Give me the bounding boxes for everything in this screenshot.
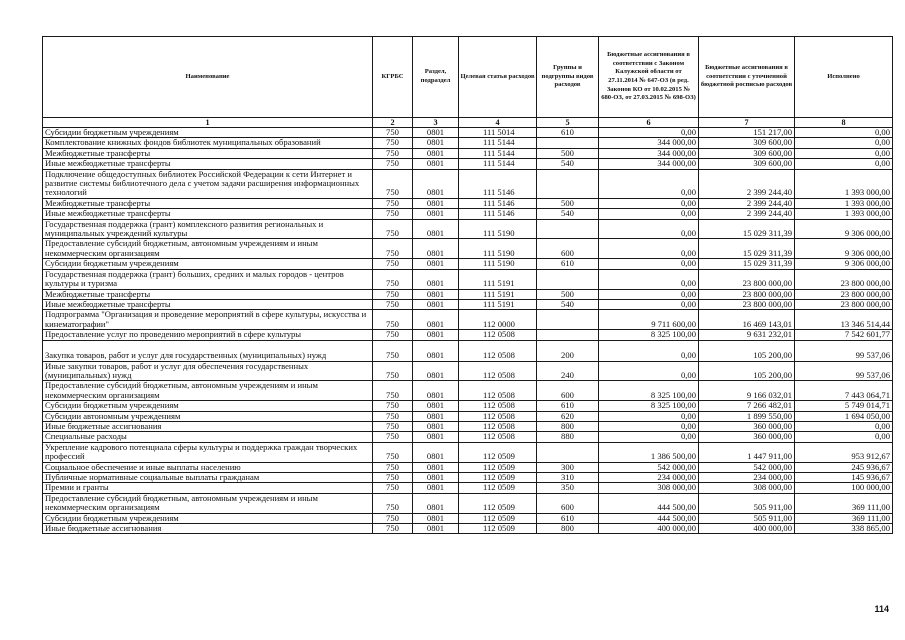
row-article: 112 0508 [459,421,537,431]
row-law-amount: 0,00 [599,421,699,431]
row-executed-amount: 99 537,06 [795,361,893,381]
row-kgrbs: 750 [373,513,413,523]
header-refined: Бюджетные ассигнования в соответствии с уточненной бюджетной росписью расходов [699,37,795,118]
row-executed-amount: 9 306 000,00 [795,239,893,259]
row-group [537,442,599,462]
table-row [43,198,893,208]
row-refined-amount: 360 000,00 [699,432,795,442]
column-number: 4 [459,118,537,128]
row-group: 310 [537,473,599,483]
row-group: 600 [537,381,599,401]
row-group [537,310,599,330]
row-article: 111 5191 [459,289,537,299]
row-article: 111 5190 [459,239,537,259]
row-law-amount: 0,00 [599,128,699,138]
row-article: 111 5144 [459,148,537,158]
row-name: Публичные нормативные социальные выплаты гражданам [43,473,373,483]
row-group: 240 [537,361,599,381]
row-section: 0801 [413,442,459,462]
row-group: 610 [537,513,599,523]
row-refined-amount: 9 631 232,01 [699,330,795,340]
column-number: 1 [43,118,373,128]
row-executed-amount: 1 393 000,00 [795,209,893,219]
row-group [537,330,599,340]
row-name: Комплектование книжных фондов библиотек муниципальных образований [43,138,373,148]
row-kgrbs: 750 [373,259,413,269]
row-kgrbs: 750 [373,128,413,138]
column-number: 3 [413,118,459,128]
row-executed-amount: 99 537,06 [795,340,893,361]
row-article: 111 5190 [459,259,537,269]
row-name: Иные закупки товаров, работ и услуг для обеспечения государственных (муниципальных) нужд [43,361,373,381]
row-name: Субсидии бюджетным учреждениям [43,513,373,523]
row-group: 800 [537,524,599,534]
row-article: 111 5146 [459,169,537,198]
table-row [43,401,893,411]
row-law-amount: 8 325 100,00 [599,381,699,401]
row-law-amount: 0,00 [599,411,699,421]
row-article: 111 5144 [459,159,537,169]
row-refined-amount: 309 600,00 [699,159,795,169]
row-group [537,219,599,239]
row-executed-amount: 5 749 014,71 [795,401,893,411]
row-section: 0801 [413,381,459,401]
header-executed: Исполнено [795,37,893,118]
row-refined-amount: 16 469 143,01 [699,310,795,330]
row-article: 112 0508 [459,340,537,361]
row-kgrbs: 750 [373,493,413,513]
row-article: 112 0509 [459,473,537,483]
row-kgrbs: 750 [373,473,413,483]
row-executed-amount: 0,00 [795,421,893,431]
row-article: 112 0509 [459,513,537,523]
budget-table [42,36,893,534]
column-number: 7 [699,118,795,128]
row-group: 620 [537,411,599,421]
row-group: 610 [537,259,599,269]
row-executed-amount: 245 936,67 [795,462,893,472]
row-refined-amount: 400 000,00 [699,524,795,534]
row-kgrbs: 750 [373,401,413,411]
row-name: Предоставление услуг по проведению мероприятий в сфере культуры [43,330,373,340]
row-group [537,169,599,198]
row-law-amount: 0,00 [599,169,699,198]
column-number-row [43,118,893,128]
row-group [537,138,599,148]
header-law: Бюджетные ассигнования в соответствии с Законом Калужской области от 27.11.2014 № 647-ОЗ (в ред. Законов КО от 10.02.2015 № 680-ОЗ, от 27.03.2015 № 698-ОЗ) [599,37,699,118]
row-law-amount: 8 325 100,00 [599,330,699,340]
row-group: 350 [537,483,599,493]
row-refined-amount: 1 447 911,00 [699,442,795,462]
row-article: 112 0509 [459,462,537,472]
row-kgrbs: 750 [373,159,413,169]
row-law-amount: 8 325 100,00 [599,401,699,411]
row-article: 112 0509 [459,483,537,493]
table-row [43,432,893,442]
row-kgrbs: 750 [373,310,413,330]
row-law-amount: 444 500,00 [599,493,699,513]
table-row [43,361,893,381]
row-law-amount: 0,00 [599,432,699,442]
row-executed-amount: 369 111,00 [795,493,893,513]
row-kgrbs: 750 [373,198,413,208]
table-row [43,259,893,269]
table-row [43,289,893,299]
row-executed-amount: 7 443 064,71 [795,381,893,401]
row-executed-amount: 369 111,00 [795,513,893,523]
row-article: 111 5014 [459,128,537,138]
row-group: 500 [537,289,599,299]
page-number: 114 [874,604,889,614]
header-groups: Группы и подгруппы видов расходов [537,37,599,118]
row-article: 112 0508 [459,401,537,411]
row-refined-amount: 15 029 311,39 [699,219,795,239]
row-kgrbs: 750 [373,209,413,219]
row-section: 0801 [413,493,459,513]
row-law-amount: 542 000,00 [599,462,699,472]
row-name: Государственная поддержка (грант) больших, средних и малых городов - центров культуры и туризма [43,269,373,289]
row-name: Подключение общедоступных библиотек Российской Федерации к сети Интернет и развитие системы библиотечного дела с учетом задачи расширения информационных технологий [43,169,373,198]
row-section: 0801 [413,209,459,219]
row-executed-amount: 0,00 [795,138,893,148]
row-kgrbs: 750 [373,330,413,340]
row-group: 610 [537,128,599,138]
row-executed-amount: 0,00 [795,159,893,169]
row-kgrbs: 750 [373,219,413,239]
row-executed-amount: 145 936,67 [795,473,893,483]
row-group: 540 [537,209,599,219]
row-refined-amount: 234 000,00 [699,473,795,483]
table-body [43,128,893,534]
table-row [43,169,893,198]
header-name: Наименование [43,37,373,118]
row-executed-amount: 0,00 [795,432,893,442]
row-name: Специальные расходы [43,432,373,442]
row-article: 112 0509 [459,493,537,513]
row-name: Межбюджетные трансферты [43,289,373,299]
row-name: Субсидии автономным учреждениям [43,411,373,421]
table-row [43,159,893,169]
row-executed-amount: 338 865,00 [795,524,893,534]
row-executed-amount: 1 393 000,00 [795,198,893,208]
row-name: Предоставление субсидий бюджетным, автономным учреждениям и иным некоммерческим организациям [43,493,373,513]
row-name: Укрепление кадрового потенциала сферы культуры и поддержка граждан творческих профессий [43,442,373,462]
row-kgrbs: 750 [373,239,413,259]
row-refined-amount: 542 000,00 [699,462,795,472]
row-executed-amount: 100 000,00 [795,483,893,493]
row-refined-amount: 505 911,00 [699,513,795,523]
row-kgrbs: 750 [373,442,413,462]
row-refined-amount: 2 399 244,40 [699,198,795,208]
row-refined-amount: 23 800 000,00 [699,289,795,299]
row-section: 0801 [413,483,459,493]
row-refined-amount: 360 000,00 [699,421,795,431]
row-group: 600 [537,493,599,513]
row-section: 0801 [413,411,459,421]
row-executed-amount: 23 800 000,00 [795,269,893,289]
row-law-amount: 308 000,00 [599,483,699,493]
row-executed-amount: 9 306 000,00 [795,219,893,239]
row-section: 0801 [413,421,459,431]
row-kgrbs: 750 [373,148,413,158]
row-name: Иные бюджетные ассигнования [43,421,373,431]
row-group: 800 [537,421,599,431]
row-kgrbs: 750 [373,462,413,472]
row-refined-amount: 105 200,00 [699,361,795,381]
row-law-amount: 400 000,00 [599,524,699,534]
row-section: 0801 [413,219,459,239]
row-name: Субсидии бюджетным учреждениям [43,401,373,411]
row-kgrbs: 750 [373,340,413,361]
row-section: 0801 [413,269,459,289]
table-row [43,269,893,289]
row-section: 0801 [413,340,459,361]
row-law-amount: 0,00 [599,239,699,259]
row-refined-amount: 9 166 032,01 [699,381,795,401]
row-name: Предоставление субсидий бюджетным, автономным учреждениям и иным некоммерческим организациям [43,239,373,259]
row-name: Подпрограмма "Организация и проведение мероприятий в сфере культуры, искусства и кинематографии" [43,310,373,330]
row-section: 0801 [413,138,459,148]
row-section: 0801 [413,513,459,523]
column-number: 5 [537,118,599,128]
row-group [537,269,599,289]
row-section: 0801 [413,432,459,442]
row-executed-amount: 23 800 000,00 [795,289,893,299]
row-kgrbs: 750 [373,138,413,148]
row-article: 112 0509 [459,524,537,534]
row-section: 0801 [413,299,459,309]
table-row [43,483,893,493]
row-group: 540 [537,299,599,309]
table-row [43,421,893,431]
row-kgrbs: 750 [373,411,413,421]
row-law-amount: 0,00 [599,209,699,219]
row-article: 111 5191 [459,299,537,309]
row-article: 112 0508 [459,361,537,381]
row-section: 0801 [413,310,459,330]
row-kgrbs: 750 [373,483,413,493]
row-refined-amount: 2 399 244,40 [699,209,795,219]
row-law-amount: 344 000,00 [599,148,699,158]
row-section: 0801 [413,169,459,198]
table-row [43,239,893,259]
row-name: Иные межбюджетные трансферты [43,159,373,169]
row-kgrbs: 750 [373,524,413,534]
row-group: 540 [537,159,599,169]
row-section: 0801 [413,198,459,208]
row-name: Межбюджетные трансферты [43,148,373,158]
row-kgrbs: 750 [373,299,413,309]
row-kgrbs: 750 [373,289,413,299]
row-law-amount: 1 386 500,00 [599,442,699,462]
row-article: 112 0508 [459,432,537,442]
table-row [43,330,893,340]
row-kgrbs: 750 [373,381,413,401]
row-executed-amount: 23 800 000,00 [795,299,893,309]
row-name: Предоставление субсидий бюджетным, автономным учреждениям и иным некоммерческим организациям [43,381,373,401]
row-refined-amount: 2 399 244,40 [699,169,795,198]
row-group: 610 [537,401,599,411]
row-name: Премии и гранты [43,483,373,493]
row-name: Иные бюджетные ассигнования [43,524,373,534]
row-law-amount: 9 711 600,00 [599,310,699,330]
row-executed-amount: 13 346 514,44 [795,310,893,330]
row-article: 111 5146 [459,209,537,219]
row-section: 0801 [413,473,459,483]
table-row [43,340,893,361]
row-group: 600 [537,239,599,259]
table-row [43,299,893,309]
row-law-amount: 344 000,00 [599,159,699,169]
row-name: Иные межбюджетные трансферты [43,209,373,219]
row-refined-amount: 1 899 550,00 [699,411,795,421]
row-refined-amount: 308 000,00 [699,483,795,493]
table-row [43,513,893,523]
row-refined-amount: 7 266 482,01 [699,401,795,411]
header-article: Целевая статья расходов [459,37,537,118]
row-section: 0801 [413,361,459,381]
row-group: 500 [537,148,599,158]
header-section: Раздел, подраздел [413,37,459,118]
row-section: 0801 [413,401,459,411]
row-law-amount: 0,00 [599,289,699,299]
row-group: 500 [537,198,599,208]
row-group: 300 [537,462,599,472]
row-section: 0801 [413,259,459,269]
table-row [43,411,893,421]
table-row [43,310,893,330]
row-section: 0801 [413,289,459,299]
row-section: 0801 [413,330,459,340]
table-row [43,493,893,513]
table-row [43,128,893,138]
row-kgrbs: 750 [373,169,413,198]
row-law-amount: 0,00 [599,259,699,269]
row-section: 0801 [413,159,459,169]
table-row [43,462,893,472]
row-name: Закупка товаров, работ и услуг для государственных (муниципальных) нужд [43,340,373,361]
row-article: 112 0000 [459,310,537,330]
table-row [43,442,893,462]
row-article: 112 0508 [459,411,537,421]
row-article: 112 0509 [459,442,537,462]
row-executed-amount: 9 306 000,00 [795,259,893,269]
table-row [43,138,893,148]
row-refined-amount: 15 029 311,39 [699,259,795,269]
row-refined-amount: 105 200,00 [699,340,795,361]
row-refined-amount: 151 217,00 [699,128,795,138]
row-article: 112 0508 [459,381,537,401]
table-row [43,381,893,401]
column-number: 8 [795,118,893,128]
row-refined-amount: 309 600,00 [699,138,795,148]
row-group: 200 [537,340,599,361]
document-page [42,36,892,534]
row-law-amount: 0,00 [599,340,699,361]
row-law-amount: 0,00 [599,299,699,309]
table-row [43,473,893,483]
row-executed-amount: 1 393 000,00 [795,169,893,198]
row-article: 112 0508 [459,330,537,340]
row-name: Субсидии бюджетным учреждениям [43,128,373,138]
row-kgrbs: 750 [373,361,413,381]
table-row [43,219,893,239]
row-name: Иные межбюджетные трансферты [43,299,373,309]
row-article: 111 5191 [459,269,537,289]
row-law-amount: 0,00 [599,269,699,289]
row-executed-amount: 0,00 [795,128,893,138]
row-kgrbs: 750 [373,269,413,289]
row-executed-amount: 953 912,67 [795,442,893,462]
row-section: 0801 [413,462,459,472]
row-name: Государственная поддержка (грант) комплексного развития региональных и муниципальных учреждений культуры [43,219,373,239]
table-row [43,148,893,158]
row-group: 880 [537,432,599,442]
row-law-amount: 344 000,00 [599,138,699,148]
row-name: Межбюджетные трансферты [43,198,373,208]
table-header-row [43,37,893,118]
row-law-amount: 234 000,00 [599,473,699,483]
row-refined-amount: 309 600,00 [699,148,795,158]
row-section: 0801 [413,128,459,138]
row-law-amount: 0,00 [599,219,699,239]
row-section: 0801 [413,239,459,259]
row-executed-amount: 1 694 050,00 [795,411,893,421]
row-kgrbs: 750 [373,421,413,431]
row-name: Социальное обеспечение и иные выплаты населению [43,462,373,472]
row-name: Субсидии бюджетным учреждениям [43,259,373,269]
row-refined-amount: 23 800 000,00 [699,299,795,309]
row-section: 0801 [413,524,459,534]
row-article: 111 5190 [459,219,537,239]
row-article: 111 5146 [459,198,537,208]
row-refined-amount: 23 800 000,00 [699,269,795,289]
row-article: 111 5144 [459,138,537,148]
row-refined-amount: 505 911,00 [699,493,795,513]
row-section: 0801 [413,148,459,158]
table-row [43,209,893,219]
column-number: 6 [599,118,699,128]
row-law-amount: 444 500,00 [599,513,699,523]
row-refined-amount: 15 029 311,39 [699,239,795,259]
row-executed-amount: 7 542 601,77 [795,330,893,340]
row-executed-amount: 0,00 [795,148,893,158]
header-kgrbs: КГРБС [373,37,413,118]
table-row [43,524,893,534]
column-number: 2 [373,118,413,128]
row-law-amount: 0,00 [599,361,699,381]
row-law-amount: 0,00 [599,198,699,208]
row-kgrbs: 750 [373,432,413,442]
